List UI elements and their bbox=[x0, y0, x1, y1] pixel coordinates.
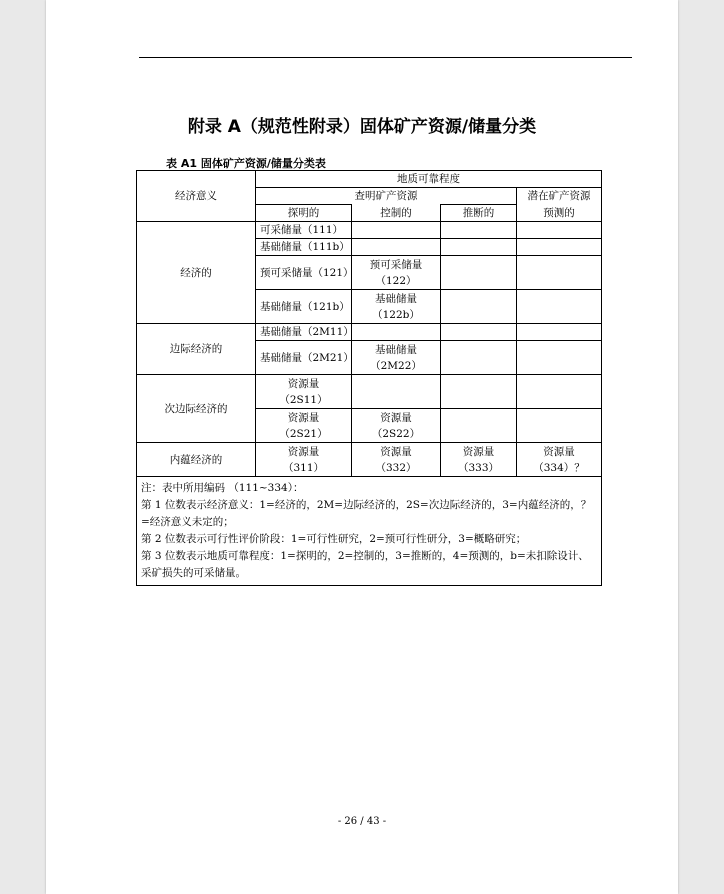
cell-2m11: 基础储量（2M11） bbox=[256, 324, 352, 341]
cell-111: 可采储量（111） bbox=[256, 222, 352, 239]
cell-332 bbox=[352, 443, 441, 477]
cell-311-label: 资源量 bbox=[287, 445, 320, 458]
cell-122b-label: 基础储量 bbox=[375, 292, 417, 305]
header-geological-reliability: 地质可靠程度 bbox=[256, 171, 602, 188]
cell-empty bbox=[517, 341, 602, 375]
note-line: 第 3 位数表示地质可靠程度：1=探明的，2=控制的，3=推断的，4=预测的，b=未扣除设计、采矿损失的可采储量。 bbox=[141, 550, 589, 579]
row-label-marginal: 边际经济的 bbox=[137, 324, 256, 375]
cell-empty bbox=[517, 375, 602, 409]
header-indicated: 控制的 bbox=[352, 205, 441, 222]
document-page bbox=[46, 0, 678, 894]
cell-333-label: 资源量 bbox=[462, 445, 495, 458]
cell-334-code: （334）？ bbox=[533, 461, 585, 474]
page-number: - 26 / 43 - bbox=[337, 816, 387, 827]
cell-empty bbox=[441, 290, 517, 324]
cell-334-label: 资源量 bbox=[543, 445, 575, 458]
cell-empty bbox=[517, 222, 602, 239]
cell-2m21: 基础储量（2M21） bbox=[256, 341, 352, 375]
note-line: 第 2 位数表示可行性评价阶段：1=可行性研究，2=预可行性研分，3=概略研究； bbox=[141, 533, 527, 545]
cell-empty bbox=[441, 222, 517, 239]
cell-2s11-code: （2S11） bbox=[279, 393, 328, 406]
cell-empty bbox=[517, 239, 602, 256]
cell-2s11 bbox=[256, 375, 352, 409]
row-label-economic: 经济的 bbox=[137, 222, 256, 324]
classification-table bbox=[136, 170, 602, 586]
header-inferred: 推断的 bbox=[441, 205, 517, 222]
cell-empty bbox=[517, 290, 602, 324]
cell-empty bbox=[441, 409, 517, 443]
cell-121b: 基础储量（121b） bbox=[256, 290, 352, 324]
cell-empty bbox=[441, 256, 517, 290]
header-potential-resources: 潜在矿产资源 bbox=[517, 188, 602, 205]
cell-2m22 bbox=[352, 341, 441, 375]
table-caption: 表 A1 固体矿产资源/储量分类表 bbox=[166, 157, 326, 170]
cell-2s21 bbox=[256, 409, 352, 443]
cell-2s22 bbox=[352, 409, 441, 443]
table-notes bbox=[137, 477, 602, 586]
cell-111b: 基础储量（111b） bbox=[256, 239, 352, 256]
note-line: 注：表中所用编码 （111~334）： bbox=[141, 482, 304, 494]
row-label-intrinsic: 内蕴经济的 bbox=[137, 443, 256, 477]
cell-empty bbox=[352, 222, 441, 239]
cell-2s21-label: 资源量 bbox=[287, 411, 320, 424]
cell-121: 预可采储量（121） bbox=[256, 256, 352, 290]
cell-333 bbox=[441, 443, 517, 477]
cell-333-code: （333） bbox=[457, 461, 500, 474]
cell-122 bbox=[352, 256, 441, 290]
cell-empty bbox=[441, 341, 517, 375]
cell-332-code: （332） bbox=[375, 461, 417, 474]
cell-122b bbox=[352, 290, 441, 324]
cell-334 bbox=[517, 443, 602, 477]
cell-empty bbox=[441, 375, 517, 409]
cell-empty bbox=[352, 239, 441, 256]
header-economic-meaning: 经济意义 bbox=[137, 171, 256, 222]
cell-122-label: 预可采储量 bbox=[369, 258, 423, 271]
cell-311-code: （311） bbox=[282, 461, 325, 474]
cell-122b-code: （122b） bbox=[372, 308, 420, 321]
cell-2s11-label: 资源量 bbox=[287, 377, 320, 390]
cell-empty bbox=[441, 324, 517, 341]
note-line: 第 1 位数表示经济意义：1=经济的，2M=边际经济的，2S=次边际经济的，3=内蕴经济的，？=经济意义未定的； bbox=[141, 499, 592, 528]
cell-2m22-label: 基础储量 bbox=[375, 343, 417, 356]
cell-2s22-code: （2S22） bbox=[371, 427, 421, 440]
appendix-title: 附录 A（规范性附录）固体矿产资源/储量分类 bbox=[187, 117, 537, 137]
cell-empty bbox=[517, 324, 602, 341]
header-measured: 探明的 bbox=[256, 205, 352, 222]
cell-122-code: （122） bbox=[375, 274, 417, 287]
cell-332-label: 资源量 bbox=[380, 445, 412, 458]
cell-2s21-code: （2S21） bbox=[279, 427, 328, 440]
cell-2s22-label: 资源量 bbox=[380, 411, 412, 424]
cell-empty bbox=[352, 375, 441, 409]
header-rule bbox=[139, 57, 632, 58]
header-predicted: 预测的 bbox=[517, 205, 602, 222]
header-identified-resources: 查明矿产资源 bbox=[256, 188, 517, 205]
cell-311 bbox=[256, 443, 352, 477]
cell-empty bbox=[441, 239, 517, 256]
cell-empty bbox=[517, 256, 602, 290]
cell-2m22-code: （2M22） bbox=[370, 359, 422, 372]
cell-empty bbox=[352, 324, 441, 341]
cell-empty bbox=[517, 409, 602, 443]
row-label-submarginal: 次边际经济的 bbox=[137, 375, 256, 443]
